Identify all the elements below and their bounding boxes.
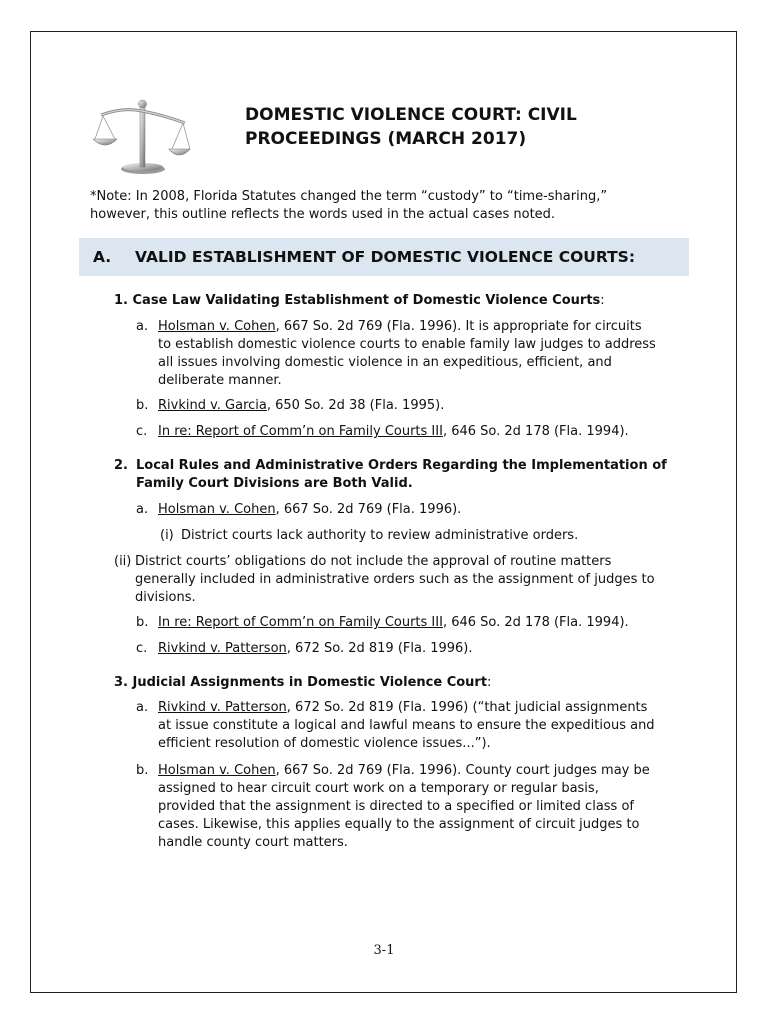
item-2b-label: b. bbox=[136, 615, 149, 630]
item-3b-label: b. bbox=[136, 763, 149, 778]
item-1-heading bbox=[114, 292, 605, 310]
item-2a-ii-line-3: divisions. bbox=[135, 590, 196, 605]
case-link-rivkind-garcia[interactable]: Rivkind v. Garcia bbox=[158, 398, 267, 413]
item-2c-text bbox=[158, 640, 473, 658]
case-link-holsman-3[interactable]: Holsman v. Cohen bbox=[158, 763, 276, 778]
case-link-report-commn-2[interactable]: In re: Report of Comm’n on Family Courts III bbox=[158, 615, 443, 630]
item-3b-text bbox=[158, 762, 650, 852]
item-1a-line-3: all issues involving domestic violence in an expeditious, efficient, and bbox=[158, 355, 612, 370]
case-link-rivkind-patterson[interactable]: Rivkind v. Patterson bbox=[158, 641, 287, 656]
item-1a-line-4: deliberate manner. bbox=[158, 373, 282, 388]
item-3b-line-3: provided that the assignment is directed to a specified or limited class of bbox=[158, 799, 634, 814]
item-2a-citation: , 667 So. 2d 769 (Fla. 1996). bbox=[275, 502, 462, 517]
section-a-title: VALID ESTABLISHMENT OF DOMESTIC VIOLENCE COURTS: bbox=[135, 248, 636, 266]
item-1a-text bbox=[158, 318, 656, 390]
item-3b-line-2: assigned to hear circuit court work on a temporary or regular basis, bbox=[158, 781, 599, 796]
document-title bbox=[245, 103, 665, 151]
note-paragraph bbox=[90, 188, 690, 224]
scales-of-justice-icon bbox=[93, 95, 191, 177]
item-2-heading-suffix: . bbox=[407, 476, 413, 491]
item-3-heading-text: Judicial Assignments in Domestic Violence Court bbox=[132, 675, 488, 690]
item-2c-label: c. bbox=[136, 641, 148, 656]
item-1c-text bbox=[158, 423, 629, 441]
item-3-heading bbox=[114, 674, 491, 692]
case-link-rivkind-patterson-2[interactable]: Rivkind v. Patterson bbox=[158, 700, 287, 715]
item-3a-line-2: at issue constitute a logical and lawful means to ensure the expeditious and bbox=[158, 718, 655, 733]
case-link-holsman[interactable]: Holsman v. Cohen bbox=[158, 319, 276, 334]
item-2-heading bbox=[136, 457, 667, 493]
item-2-heading-line-2: Family Court Divisions are Both Valid bbox=[136, 476, 408, 491]
item-1a-label: a. bbox=[136, 319, 149, 334]
item-1-number: 1. bbox=[114, 293, 128, 308]
item-1a-line-1: , 667 So. 2d 769 (Fla. 1996). It is appropriate for circuits bbox=[275, 319, 642, 334]
item-1-heading-suffix: : bbox=[600, 293, 605, 308]
item-1b-label: b. bbox=[136, 398, 149, 413]
item-3-number: 3. bbox=[114, 675, 128, 690]
item-3b-line-1: , 667 So. 2d 769 (Fla. 1996). County court judges may be bbox=[275, 763, 650, 778]
item-3a-line-3: efficient resolution of domestic violence issues...”). bbox=[158, 736, 491, 751]
item-3a-label: a. bbox=[136, 700, 149, 715]
item-2b-citation: , 646 So. 2d 178 (Fla. 1994). bbox=[442, 615, 629, 630]
section-a-heading bbox=[79, 238, 689, 276]
note-line-2: however, this outline reflects the words used in the actual cases noted. bbox=[90, 207, 556, 222]
item-2b-text bbox=[158, 614, 629, 632]
item-3b-line-4: cases. Likewise, this applies equally to the assignment of circuit judges to bbox=[158, 817, 640, 832]
item-3a-text bbox=[158, 699, 655, 753]
item-2a-ii-label: (ii) bbox=[114, 554, 132, 569]
note-line-1: *Note: In 2008, Florida Statutes changed the term “custody” to “time-sharing,” bbox=[90, 189, 608, 204]
item-2a-i-label: (i) bbox=[160, 528, 174, 543]
item-1b-citation: , 650 So. 2d 38 (Fla. 1995). bbox=[266, 398, 445, 413]
item-1b-text bbox=[158, 397, 444, 415]
case-link-holsman-2[interactable]: Holsman v. Cohen bbox=[158, 502, 276, 517]
item-3b-line-5: handle county court matters. bbox=[158, 835, 348, 850]
item-2a-ii-line-2: generally included in administrative orders such as the assignment of judges to bbox=[135, 572, 655, 587]
item-2a-text bbox=[158, 501, 461, 519]
case-link-report-commn[interactable]: In re: Report of Comm’n on Family Courts III bbox=[158, 424, 443, 439]
item-3-heading-suffix: : bbox=[487, 675, 492, 690]
item-2a-ii-line-1: District courts’ obligations do not include the approval of routine matters bbox=[135, 554, 612, 569]
title-line-1: DOMESTIC VIOLENCE COURT: CIVIL bbox=[245, 105, 577, 125]
item-2-number: 2. bbox=[114, 458, 128, 473]
page-number: 3-1 bbox=[373, 943, 395, 958]
item-1a-line-2: to establish domestic violence courts to enable family law judges to address bbox=[158, 337, 656, 352]
item-1-heading-text: Case Law Validating Establishment of Domestic Violence Courts bbox=[132, 293, 601, 308]
section-a-letter: A. bbox=[93, 248, 112, 266]
item-3a-line-1: , 672 So. 2d 819 (Fla. 1996) (“that judicial assignments bbox=[286, 700, 648, 715]
item-2-heading-line-1: Local Rules and Administrative Orders Regarding the Implementation of bbox=[136, 458, 667, 473]
item-1c-label: c. bbox=[136, 424, 148, 439]
item-2a-i-text: District courts lack authority to review administrative orders. bbox=[181, 528, 579, 543]
item-2a-label: a. bbox=[136, 502, 149, 517]
item-2a-ii-text bbox=[135, 553, 655, 607]
item-2c-citation: , 672 So. 2d 819 (Fla. 1996). bbox=[286, 641, 473, 656]
item-1c-citation: , 646 So. 2d 178 (Fla. 1994). bbox=[442, 424, 629, 439]
title-line-2: PROCEEDINGS (MARCH 2017) bbox=[245, 129, 527, 149]
